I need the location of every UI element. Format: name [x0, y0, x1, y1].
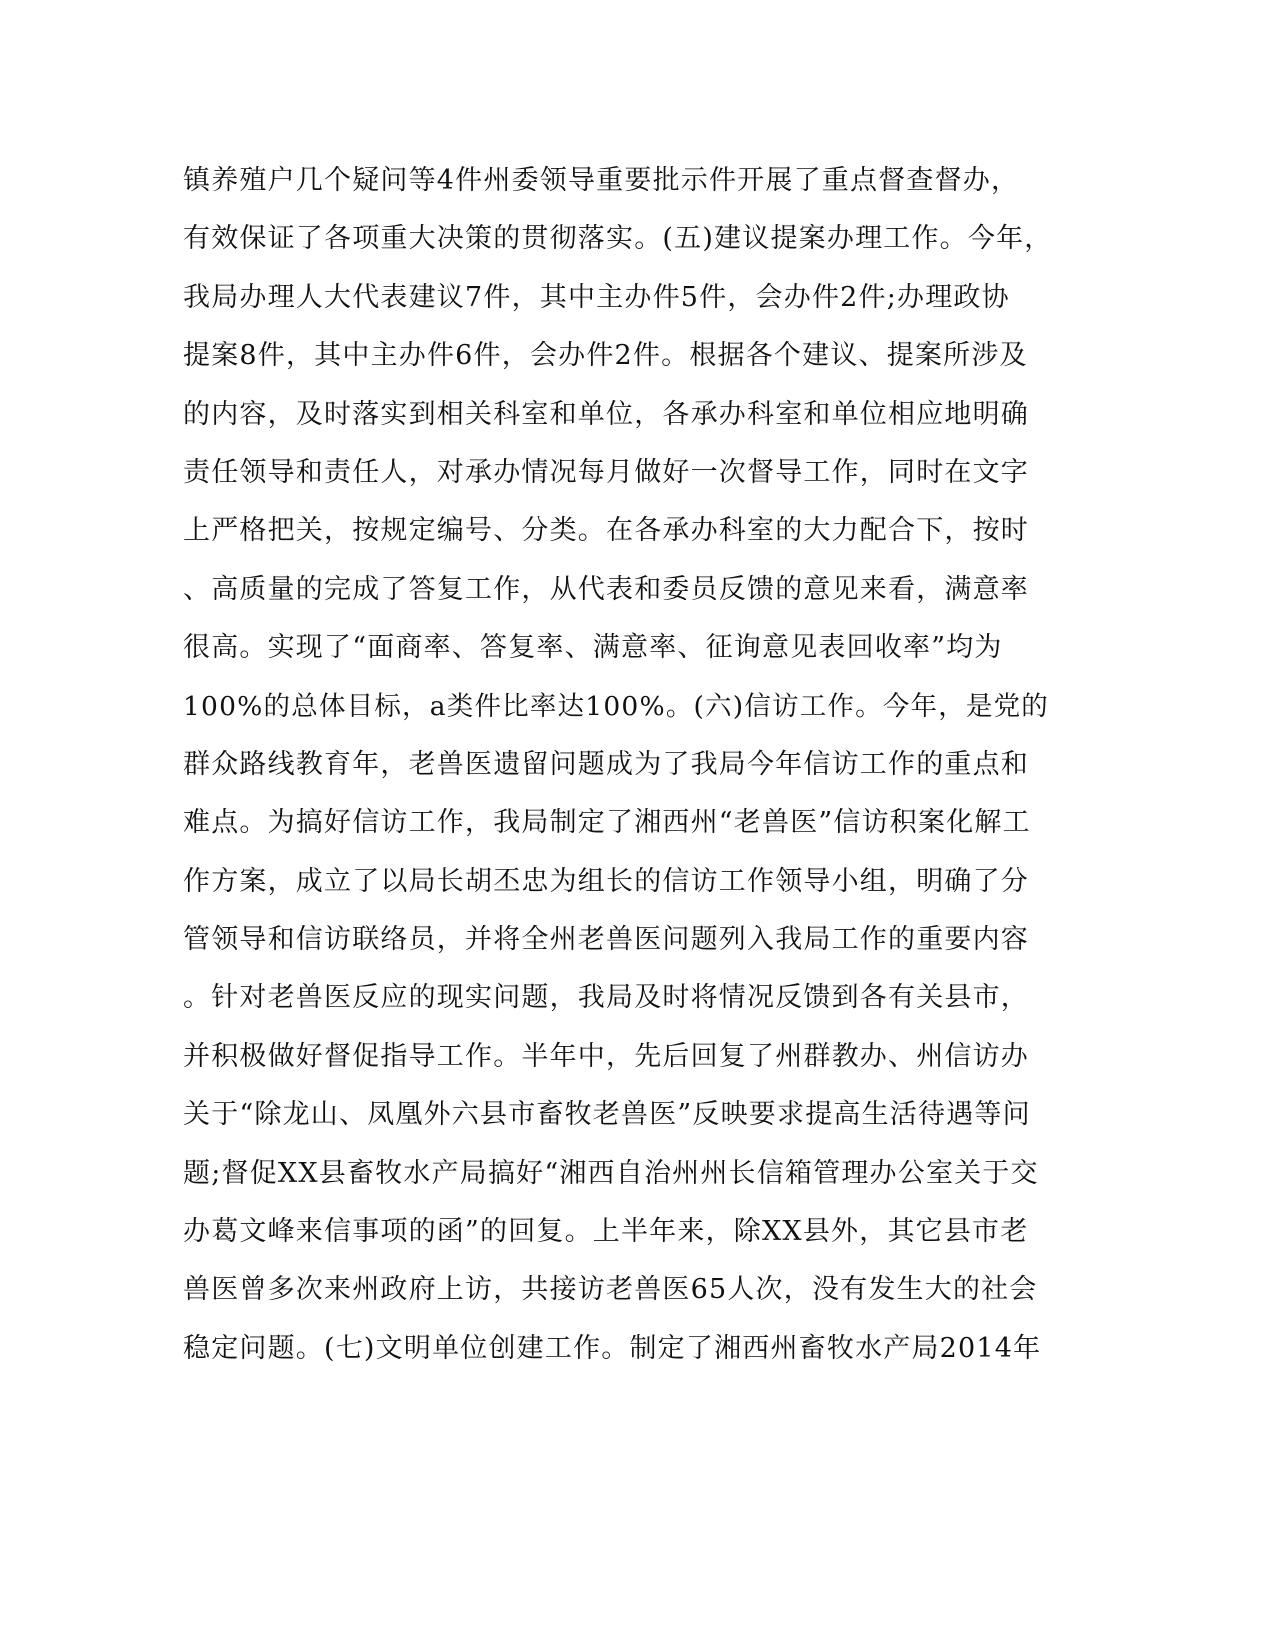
text-line: 100%的总体目标，a类件比率达100%。(六)信访工作。今年，是党的	[183, 690, 1049, 722]
body-text	[183, 152, 1063, 1378]
text-line: 我局办理人大代表建议7件，其中主办件5件，会办件2件;办理政协	[183, 281, 1010, 313]
text-line: 提案8件，其中主办件6件，会办件2件。根据各个建议、提案所涉及	[183, 340, 1028, 372]
text-line: 责任领导和责任人，对承办情况每月做好一次督导工作，同时在文字	[183, 456, 1029, 488]
text-line: 作方案，成立了以局长胡丕忠为组长的信访工作领导小组，明确了分	[183, 865, 1029, 897]
text-line: 上严格把关，按规定编号、分类。在各承办科室的大力配合下，按时	[183, 515, 1029, 547]
text-line: 的内容，及时落实到相关科室和单位，各承办科室和单位相应地明确	[183, 398, 1029, 430]
text-line: 题;督促XX县畜牧水产局搞好“湘西自治州州长信箱管理办公室关于交	[183, 1157, 1039, 1189]
text-line: 并积极做好督促指导工作。半年中，先后回复了州群教办、州信访办	[183, 1040, 1029, 1072]
text-line: 难点。为搞好信访工作，我局制定了湘西州“老兽医”信访积案化解工	[183, 807, 1031, 839]
text-line: 兽医曾多次来州政府上访，共接访老兽医65人次，没有发生大的社会	[183, 1274, 1038, 1306]
text-line: 群众路线教育年，老兽医遗留问题成为了我局今年信访工作的重点和	[183, 748, 1029, 780]
text-line: 、高质量的完成了答复工作，从代表和委员反馈的意见来看，满意率	[183, 573, 1029, 605]
text-line: 。针对老兽医反应的现实问题，我局及时将情况反馈到各有关县市，	[183, 982, 1029, 1014]
text-line: 办葛文峰来信事项的函”的回复。上半年来，除XX县外，其它县市老	[183, 1216, 1029, 1248]
text-line: 稳定问题。(七)文明单位创建工作。制定了湘西州畜牧水产局2014年	[183, 1332, 1042, 1364]
text-line: 镇养殖户几个疑问等4件州委领导重要批示件开展了重点督查督办，	[183, 165, 1020, 196]
text-line: 有效保证了各项重大决策的贯彻落实。(五)建议提案办理工作。今年，	[183, 223, 1053, 255]
text-line: 关于“除龙山、凤凰外六县市畜牧老兽医”反映要求提高生活待遇等问	[183, 1099, 1031, 1131]
text-line: 很高。实现了“面商率、答复率、满意率、征询意见表回收率”均为	[183, 632, 1003, 664]
text-line: 管领导和信访联络员，并将全州老兽医问题列入我局工作的重要内容	[183, 924, 1029, 956]
